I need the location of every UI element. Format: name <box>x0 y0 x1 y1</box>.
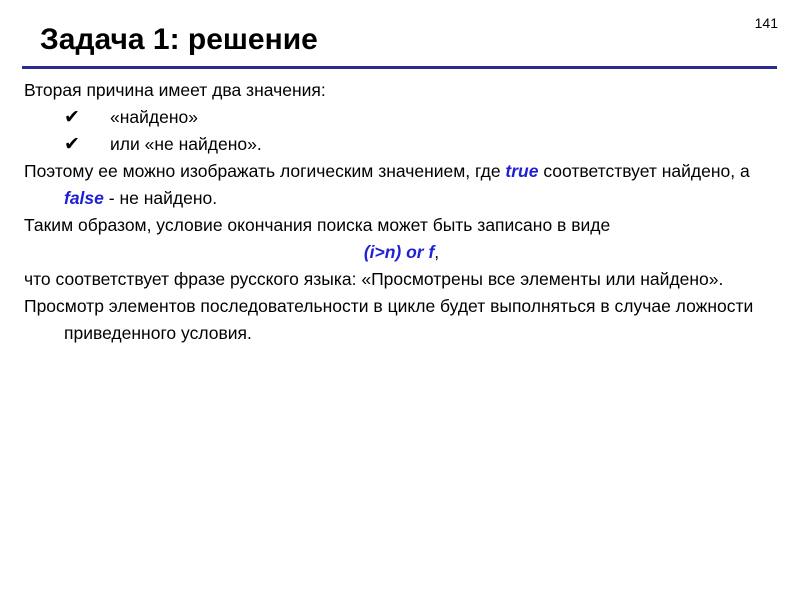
paragraph-text: соответствует найдено, а <box>538 161 750 181</box>
keyword-false: false <box>64 188 104 208</box>
keyword-true: true <box>505 161 539 181</box>
slide-page-number: 141 <box>754 15 778 31</box>
bullet-text: «найдено» <box>110 107 198 127</box>
checkmark-icon: ✔ <box>64 107 80 128</box>
bullet-item-found <box>24 104 779 131</box>
paragraph-logical-value <box>24 158 779 212</box>
condition-suffix: , <box>434 242 440 262</box>
intro-text: Вторая причина имеет два значения: <box>24 80 326 100</box>
paragraph-text: Поэтому ее можно изображать логическим значением, где <box>24 161 506 181</box>
condition-expression: (i>n) or f <box>363 242 435 262</box>
condition-expression-line <box>24 239 779 266</box>
bullet-item-not-found <box>24 131 779 158</box>
bullet-text: или «не найдено». <box>110 134 262 154</box>
paragraph-loop: Просмотр элементов последовательности в цикле будет выполняться в случае ложности приведенного условия. <box>24 296 754 343</box>
title-divider <box>22 66 777 69</box>
checkmark-icon: ✔ <box>64 134 80 155</box>
slide-content <box>24 77 779 347</box>
paragraph-text: - не найдено. <box>103 188 218 208</box>
slide-title: Задача 1: решение <box>40 23 318 56</box>
paragraph-russian-phrase: что соответствует фразе русского языка: «Просмотрены все элементы или найдено». <box>24 269 724 289</box>
paragraph-condition-intro: Таким образом, условие окончания поиска может быть записано в виде <box>24 215 611 235</box>
